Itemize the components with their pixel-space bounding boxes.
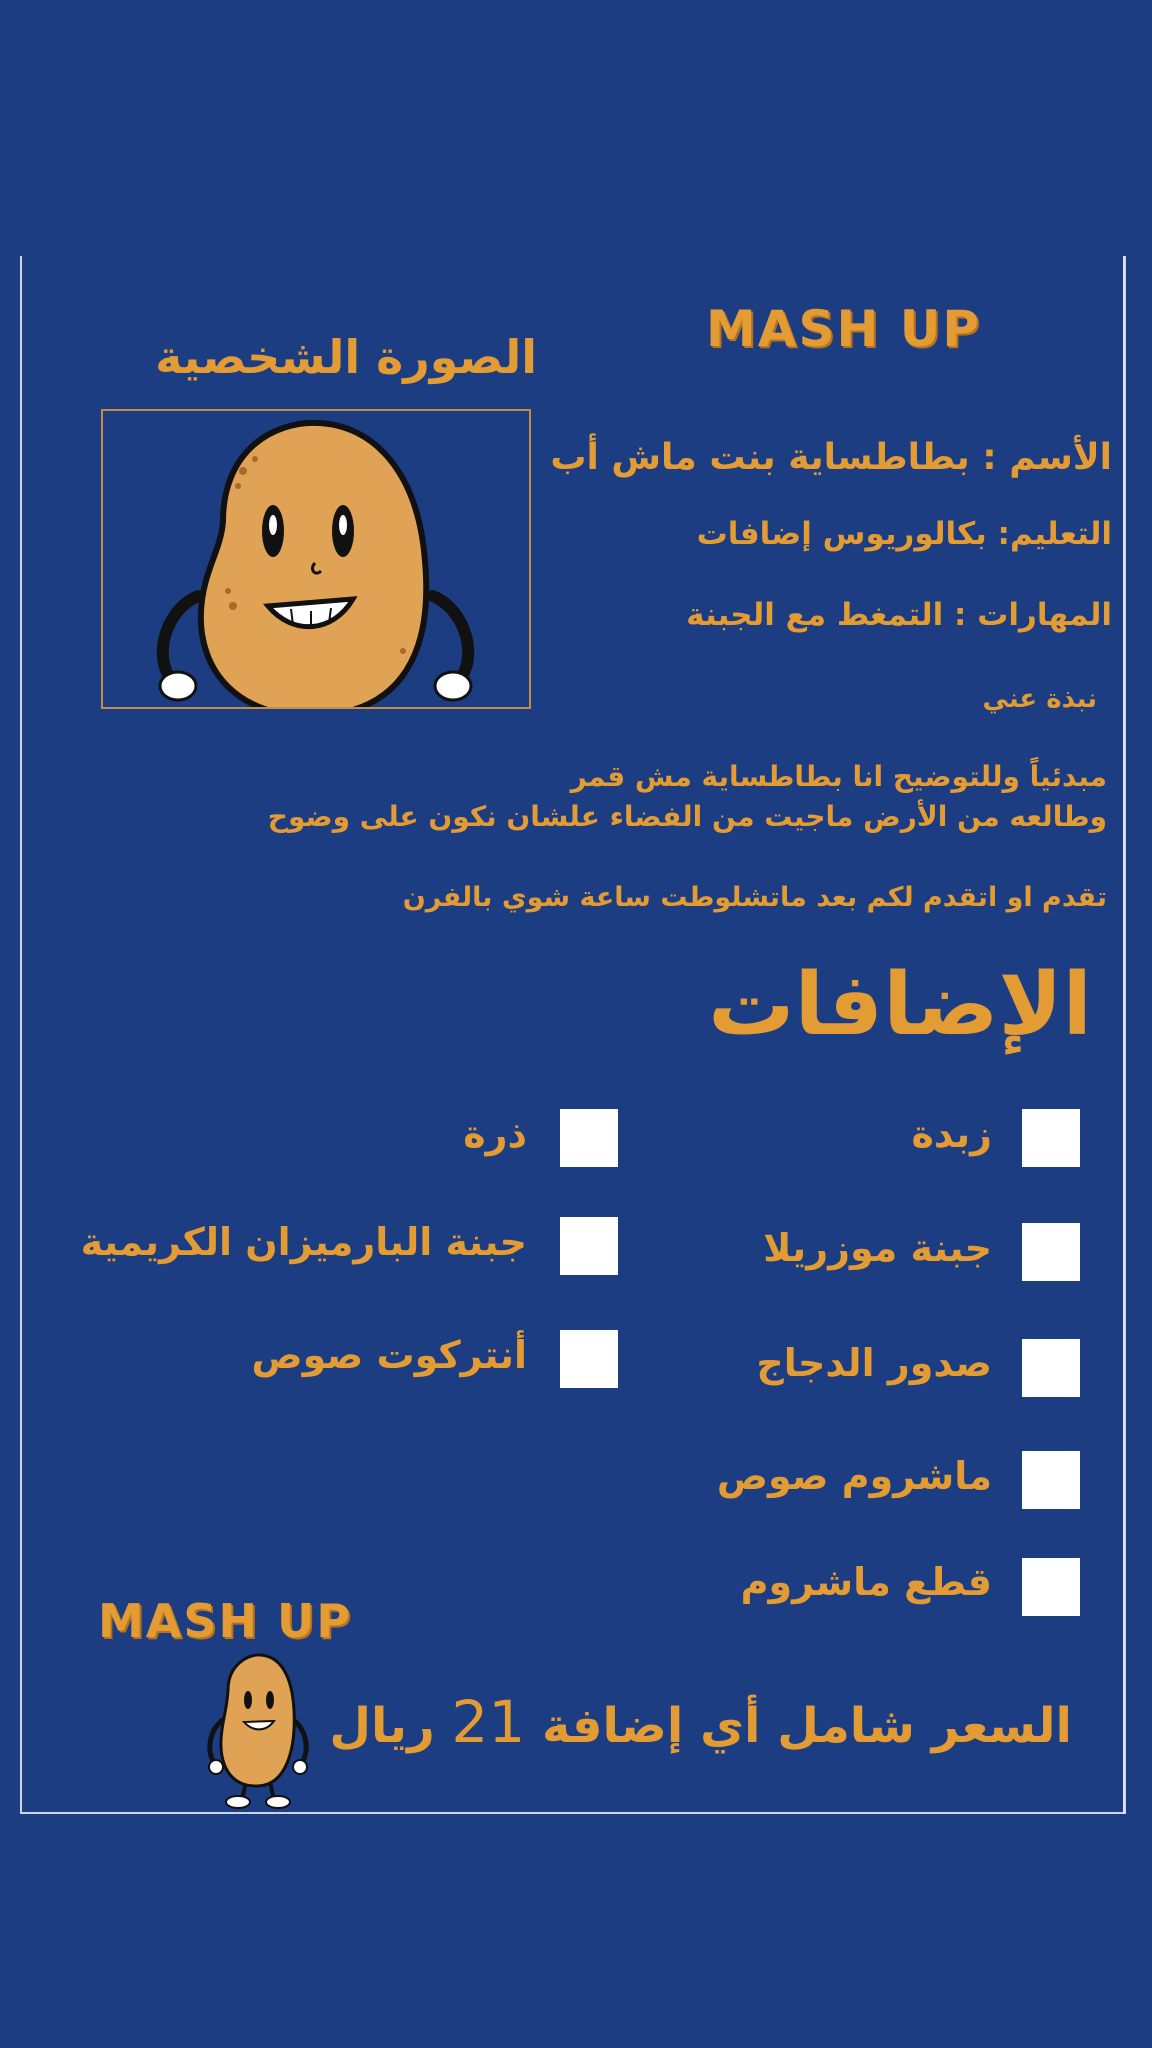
- brand-logo-bottom: MASH UP: [98, 1594, 353, 1648]
- profile-education: التعليم: بكالوريوس إضافات: [696, 516, 1112, 552]
- addon-label-butter: زبدة: [911, 1112, 992, 1156]
- addon-checkbox-chicken[interactable]: [1022, 1339, 1080, 1397]
- addon-label-mushroom-pieces: قطع ماشروم: [740, 1560, 992, 1604]
- frame-right-border: [1123, 256, 1125, 1814]
- addon-label-mushroom-sauce: ماشروم صوص: [716, 1454, 992, 1498]
- addon-label-corn: ذرة: [463, 1112, 527, 1156]
- price-prefix: السعر شامل أي إضافة: [541, 1698, 1072, 1754]
- profile-name: الأسم : بطاطساية بنت ماش أب: [550, 437, 1112, 478]
- price-line: [329, 1688, 1072, 1756]
- addon-checkbox-mushroom-pieces[interactable]: [1022, 1558, 1080, 1616]
- price-currency: ريال: [329, 1698, 435, 1754]
- addon-checkbox-entrecote[interactable]: [560, 1330, 618, 1388]
- addon-checkbox-mozzarella[interactable]: [1022, 1223, 1080, 1281]
- about-title: نبذة عني: [982, 684, 1097, 714]
- addon-checkbox-butter[interactable]: [1022, 1109, 1080, 1167]
- about-line-1: مبدئياً وللتوضيح انا بطاطساية مش قمر: [570, 760, 1107, 793]
- addon-checkbox-corn[interactable]: [560, 1109, 618, 1167]
- addons-title: الإضافات: [708, 955, 1092, 1055]
- addon-label-chicken: صدور الدجاج: [756, 1341, 992, 1385]
- potato-mascot-small: [198, 1650, 318, 1810]
- price-number: 21: [451, 1688, 526, 1756]
- potato-character-image: [103, 411, 531, 709]
- photo-title: الصورة الشخصية: [155, 330, 537, 384]
- profile-photo: [101, 409, 531, 709]
- addon-label-parmesan: جبنة البارميزان الكريمية: [80, 1220, 527, 1264]
- addon-checkbox-parmesan[interactable]: [560, 1217, 618, 1275]
- serving-note: تقدم او اتقدم لكم بعد ماتشلوطت ساعة شوي بالفرن: [402, 882, 1107, 913]
- addon-label-mozzarella: جبنة موزريلا: [763, 1226, 992, 1270]
- about-line-2: وطالعه من الأرض ماجيت من الفضاء علشان نكون على وضوح: [267, 800, 1107, 833]
- profile-skills: المهارات : التمغط مع الجبنة: [686, 597, 1112, 633]
- brand-logo-top: MASH UP: [706, 300, 981, 358]
- addon-label-entrecote: أنتركوت صوص: [251, 1333, 527, 1377]
- addon-checkbox-mushroom-sauce[interactable]: [1022, 1451, 1080, 1509]
